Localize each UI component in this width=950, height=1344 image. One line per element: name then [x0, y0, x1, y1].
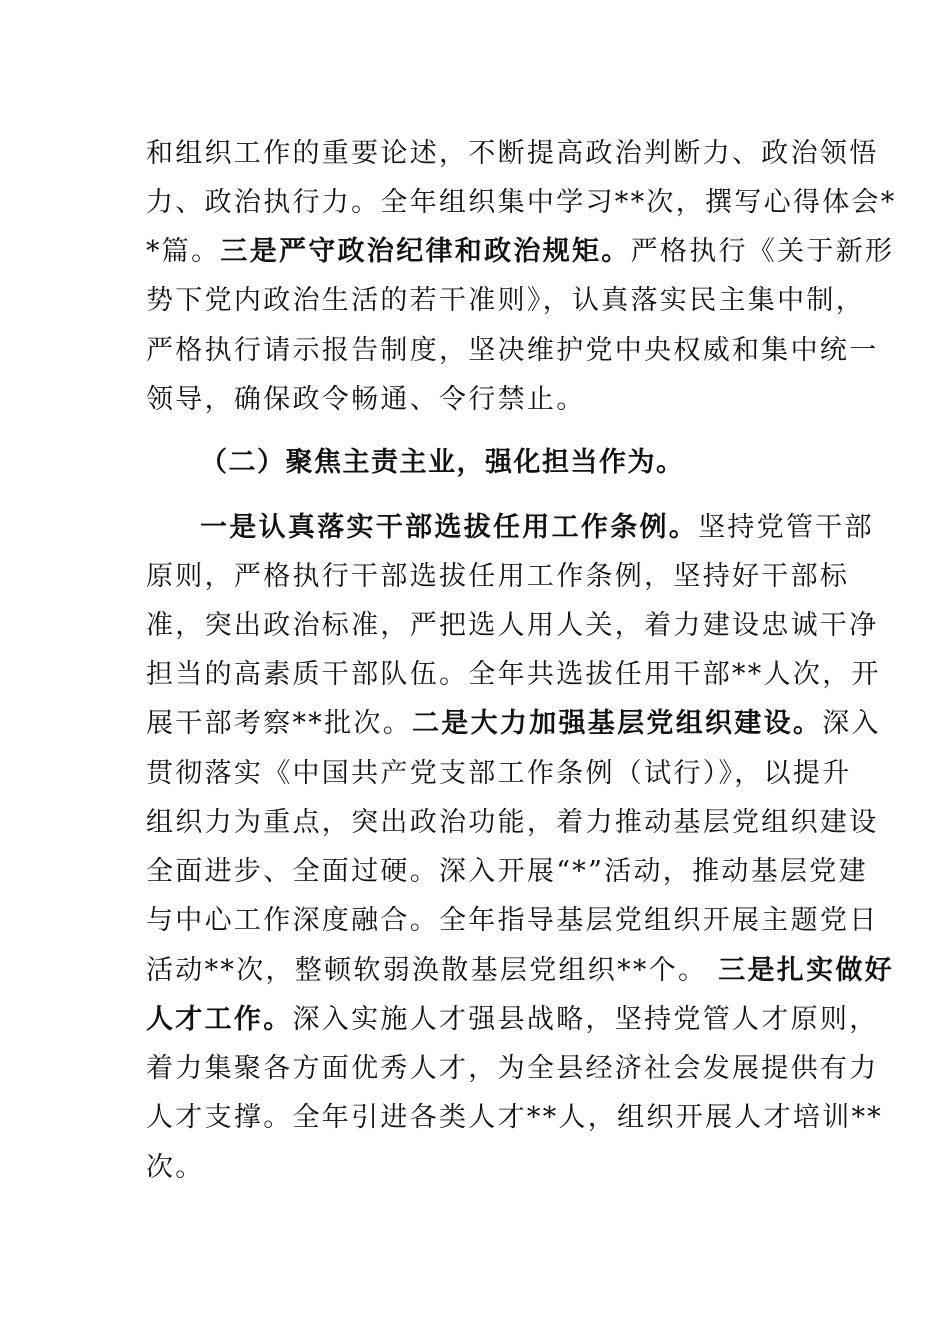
- text-span: 人才支撑。全年引进各类人才**人，组织开展人才培训**: [146, 1102, 884, 1133]
- text-line: [146, 281, 865, 321]
- text-span: 和组织工作的重要论述，不断提高政治判断力、政治领悟: [146, 138, 879, 169]
- text-line: [200, 508, 874, 548]
- text-line: [146, 704, 881, 744]
- text-span: 与中心工作深度融合。全年指导基层党组织开展主题党日: [146, 905, 879, 936]
- text-line: [146, 803, 879, 843]
- text-line: [146, 331, 879, 371]
- text-span: 贯彻落实《中国共产党支部工作条例（试行）》，以提升: [146, 758, 852, 789]
- bold-lead-phrase: 三是扎实做好: [718, 955, 894, 986]
- text-span: 严格执行《关于新形: [630, 236, 895, 267]
- text-span: 次。: [146, 1152, 205, 1183]
- text-line: [146, 1049, 879, 1089]
- section-heading: [200, 443, 816, 483]
- text-line: [146, 655, 881, 695]
- text-line: [146, 134, 879, 174]
- bold-lead-phrase: 人才工作。: [146, 1004, 293, 1035]
- text-span: 原则，严格执行干部选拔任用工作条例，坚持好干部标: [146, 561, 850, 592]
- heading-text: （二）聚焦主责主业，强化担当作为。: [200, 447, 685, 478]
- text-span: 全面进步、全面过硬。深入开展“*”活动，推动基层党建: [146, 856, 868, 887]
- text-span: 力、政治执行力。全年组织集中学习**次，撰写心得体会*: [146, 187, 897, 218]
- text-span: 着力集聚各方面优秀人才，为全县经济社会发展提供有力: [146, 1053, 879, 1084]
- text-line: [146, 1000, 879, 1040]
- text-line: [146, 1148, 816, 1188]
- bold-lead-phrase: 二是大力加强基层党组织建设。: [412, 708, 823, 739]
- text-span: 领导，确保政令畅通、令行禁止。: [146, 384, 586, 415]
- text-span: 担当的高素质干部队伍。全年共选拔任用干部**人次，开: [146, 659, 881, 690]
- text-span: 坚持党管干部: [698, 512, 874, 543]
- text-span: 展干部考察**批次。: [146, 708, 412, 739]
- text-span: 势下党内政治生活的若干准则》，认真落实民主集中制，: [146, 285, 865, 316]
- text-span: 准，突出政治标准，严把选人用人关，着力建设忠诚干净: [146, 610, 879, 641]
- text-span: *篇。: [146, 236, 221, 267]
- text-span: 深入: [822, 708, 881, 739]
- text-line: [146, 1098, 884, 1138]
- text-span: 组织力为重点，突出政治功能，着力推动基层党组织建设: [146, 807, 879, 838]
- text-line: [146, 901, 879, 941]
- text-span: 深入实施人才强县战略，坚持党管人才原则，: [292, 1004, 879, 1035]
- text-span: 活动**次，整顿软弱涣散基层党组织**个。: [146, 955, 719, 986]
- text-line: [146, 852, 868, 892]
- text-line: [146, 754, 852, 794]
- text-line: [146, 380, 816, 420]
- text-line: [146, 183, 897, 223]
- text-line: [146, 606, 879, 646]
- text-line: [146, 557, 850, 597]
- text-line: [146, 232, 895, 272]
- bold-lead-phrase: 一是认真落实干部选拔任用工作条例。: [200, 512, 699, 543]
- text-span: 严格执行请示报告制度，坚决维护党中央权威和集中统一: [146, 335, 879, 366]
- bold-lead-phrase: 三是严守政治纪律和政治规矩。: [220, 236, 631, 267]
- text-line: [146, 951, 894, 991]
